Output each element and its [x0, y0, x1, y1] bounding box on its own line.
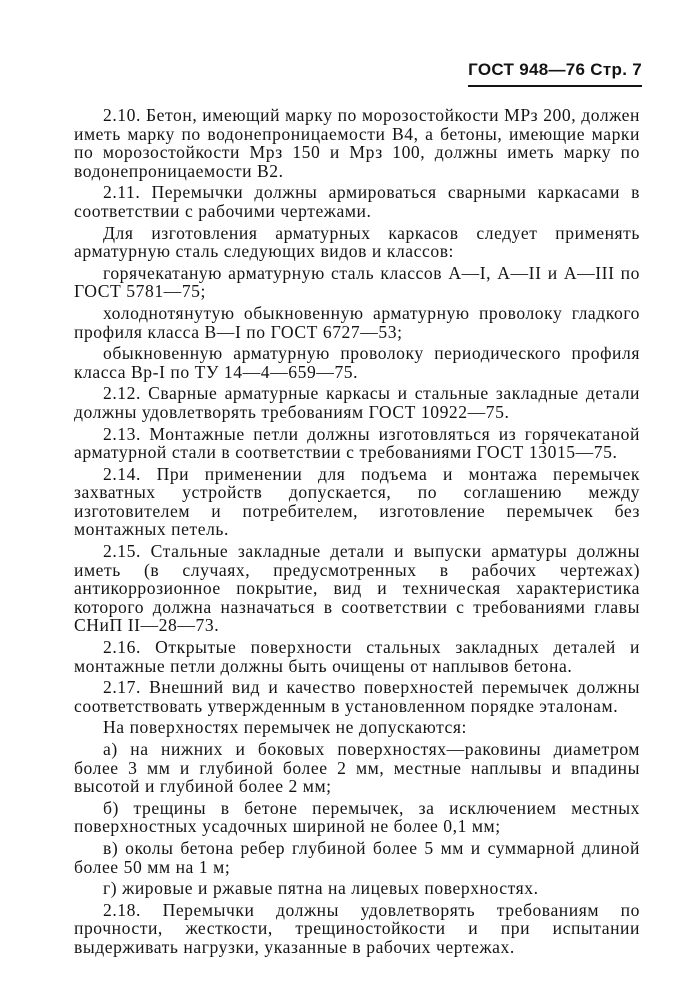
paragraph-2-15: 2.15. Стальные закладные детали и выпуски арматуры должны иметь (в случаях, предусмотренных в рабочих чертежах) антикоррозионное покрытие, вид и техническая характеристика которого должна назначаться в соответствии с требованиями главы СНиП II—28—73. — [74, 541, 640, 636]
list-item-defect-d: г) жировые и ржавые пятна на лицевых поверхностях. — [103, 878, 539, 899]
paragraph-2-16: 2.16. Открытые поверхности стальных закладных деталей и монтажные петли должны быть очищены от наплывов бетона. — [74, 637, 640, 676]
paragraph-2-12: 2.12. Сварные арматурные каркасы и стальные закладные детали должны удовлетворять требованиям ГОСТ 10922—75. — [74, 383, 640, 422]
document-body — [74, 106, 640, 960]
paragraph-defects-intro: На поверхностях перемычек не допускаются: — [103, 717, 467, 738]
list-item-defect-b: б) трещины в бетоне перемычек, за исключением местных поверхностных усадочных шириной не более 0,1 мм; — [74, 797, 640, 837]
header-rule — [468, 85, 642, 87]
paragraph-2-11: 2.11. Перемычки должны армироваться сварными каркасами в соответствии с рабочими чертежами. — [74, 182, 640, 221]
list-item-defect-c: в) околы бетона ребер глубиной более 5 мм и суммарной длиной более 50 мм на 1 м; — [74, 837, 640, 877]
page-header: ГОСТ 948—76 Стр. 7 — [468, 60, 642, 79]
list-item-defect-a: а) на нижних и боковых поверхностях—раковины диаметром более 3 мм и глубиной более 2 мм, местные наплывы и впадины высотой и глубиной более 2 мм; — [74, 739, 640, 797]
paragraph-2-10: 2.10. Бетон, имеющий марку по морозостойкости МРз 200, должен иметь марку по водонепроницаемости В4, а бетоны, имеющие марки по морозостойкости Мрз 150 и Мрз 100, должны иметь марку по водонепроницаемости В2. — [74, 105, 640, 181]
list-item-periodic-profile-wire: обыкновенную арматурную проволоку периодического профиля класса Вр-I по ТУ 14—4—659—75. — [74, 343, 640, 382]
paragraph-2-17: 2.17. Внешний вид и качество поверхностей перемычек должны соответствовать утвержденным в установленном порядке эталонам. — [74, 677, 640, 716]
list-item-cold-drawn-wire: холоднотянутую обыкновенную арматурную проволоку гладкого профиля класса В—I по ГОСТ 6727—53; — [74, 302, 640, 342]
paragraph-reinforcement-intro: Для изготовления арматурных каркасов следует применять арматурную сталь следующих видов и классов: — [74, 222, 640, 262]
list-item-hot-rolled-steel: горячекатаную арматурную сталь классов А—I, А—II и А—III по ГОСТ 5781—75; — [74, 262, 640, 302]
paragraph-2-13: 2.13. Монтажные петли должны изготовляться из горячекатаной арматурной стали в соответствии с требованиями ГОСТ 13015—75. — [74, 423, 640, 463]
paragraph-2-18: 2.18. Перемычки должны удовлетворять требованиям по прочности, жесткости, трещиностойкости и при испытании выдерживать нагрузки, указанные в рабочих чертежах. — [74, 899, 640, 957]
paragraph-2-14: 2.14. При применении для подъема и монтажа перемычек захватных устройств допускается, по соглашению между изготовителем и потребителем, изготовление перемычек без монтажных петель. — [74, 463, 640, 540]
